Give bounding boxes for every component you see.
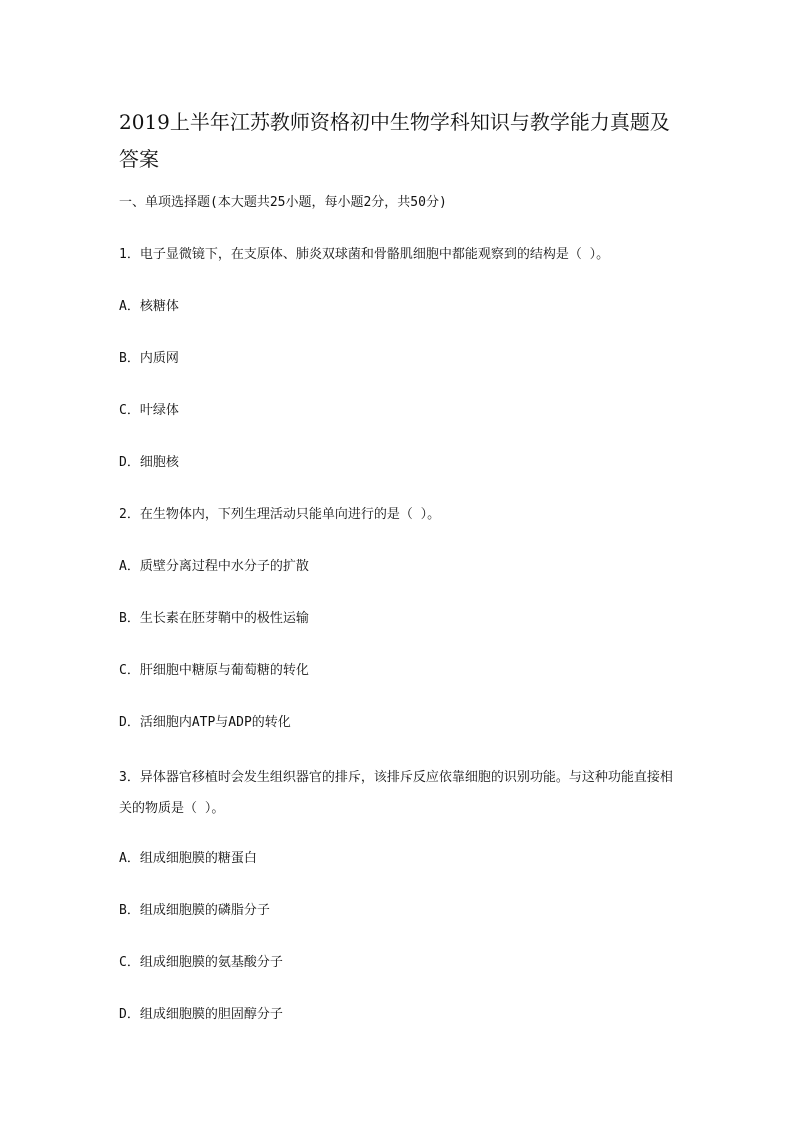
question-1-option-b: B．内质网 [119, 351, 179, 366]
question-3-option-d: D．组成细胞膜的胆固醇分子 [119, 1007, 283, 1022]
question-2-stem: 2．在生物体内，下列生理活动只能单向进行的是（ ）。 [119, 507, 441, 522]
question-2-option-c: C．肝细胞中糖原与葡萄糖的转化 [119, 663, 309, 678]
question-2-option-b: B．生长素在胚芽鞘中的极性运输 [119, 611, 309, 626]
section-heading: 一、单项选择题(本大题共25小题，每小题2分，共50分) [119, 195, 447, 210]
document-title: 2019上半年江苏教师资格初中生物学科知识与教学能力真题及答案 [119, 110, 670, 171]
question-3-stem: 3．异体器官移植时会发生组织器官的排斥，该排斥反应依靠细胞的识别功能。与这种功能直接相关的物质是（ ）。 [119, 770, 673, 816]
question-3-option-b: B．组成细胞膜的磷脂分子 [119, 903, 270, 918]
question-3-option-c: C．组成细胞膜的氨基酸分子 [119, 955, 283, 970]
question-3-option-a: A．组成细胞膜的糖蛋白 [119, 851, 257, 866]
question-1-option-d: D．细胞核 [119, 455, 179, 470]
question-2-option-a: A．质壁分离过程中水分子的扩散 [119, 559, 309, 574]
question-1-option-c: C．叶绿体 [119, 403, 179, 418]
question-1-stem: 1．电子显微镜下，在支原体、肺炎双球菌和骨骼肌细胞中都能观察到的结构是（ ）。 [119, 247, 610, 262]
question-1-option-a: A．核糖体 [119, 299, 179, 314]
question-2-option-d: D．活细胞内ATP与ADP的转化 [119, 715, 291, 730]
